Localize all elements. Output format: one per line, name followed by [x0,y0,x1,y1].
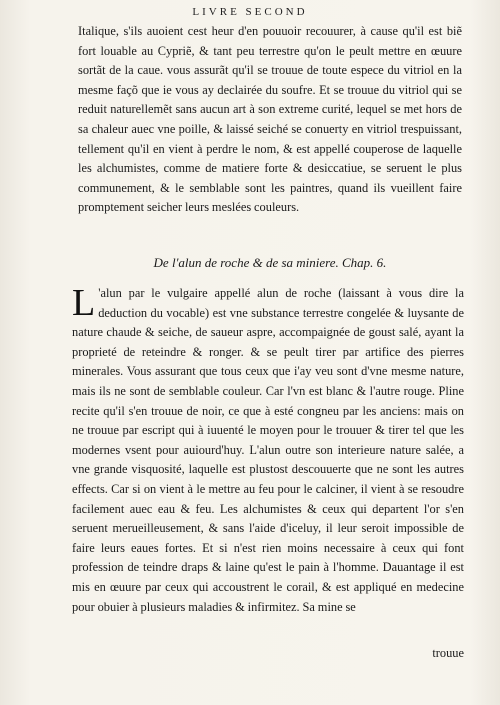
paragraph-top: Italique, s'ils auoient cest heur d'en pouuoir recouurer, à cause qu'il est biẽ fort louable au Cypriẽ, & tant peu terrestre qu'on le peult mettre en œuure sortãt de la caue. vous assurãt qu'il se trouue de toute espece du vitriol en la mesme façõ que ie vous ay declairée du soufre. Et se trouue du vitriol qui se reduit naturellemẽt sans aucun art à son extreme curité, lequel se met hors de sa chaleur auec vne poille, & laissé seiché se conuerty en vitriol trespuissant, tellement qu'il en vient à perdre le nom, & est appellé couperose de laquelle les alchumistes, comme de matiere forte & desiccatiue, se seruent le plus communement, & le semblable sont les paintres, quand ils vueillent faire promptement seicher leurs meslées couleurs. [78,24,462,215]
chapter-title: De l'alun de roche & de sa miniere. Chap. 6. [153,255,387,270]
paragraph-main [72,284,464,617]
catchword: trouue [432,646,464,660]
running-head: LIVRE SECOND [192,6,308,18]
drop-cap: L [72,282,96,324]
paragraph-main-text: 'alun par le vulgaire appellé alun de roche (laissant à vous dire la deduction du vocable) est vne substance terrestre congelée & luysante de nature chaude & seiche, de saueur aspre, accompaignée de goust salé, ayant la proprieté de reteindre & ronger. & se peult tirer par artifice des pierres minerales. Vous assurant que tous ceux que i'ay veu sont d'vne mesme nature, mais ils ne sont de semblable couleur. Car l'vn est blanc & l'autre rouge. Pline recite qu'il s'en trouue de noir, ce que à esté congneu par les anciens: mais on ne trouue par escript qui à iuuenté le moyen pour le trouuer & tirer tel que les modernes vsent pour auiourd'huy. L'alun outre son interieure nature salée, a vne grande visquosité, laquelle est plustost descouuerte que ne sont les autres effects. Car si on vient à le mettre au feu pour le calciner, il vient à se resoudre facilement auec eau & feu. Les alchumistes & ceux qui departent l'or s'en seruent merueilleusement, & sans l'aide d'iceluy, il leur seroit impossible de faire leurs eaues fortes. Et si n'est rien moins necessaire à ceux qui font profession de teindre draps & laine qu'est le pain à l'homme. Dauantage il est mis en œuure par ceux qui accoustrent le corail, & est appliqué en medecine pour obuier à plusieurs maladies & infirmitez. Sa mine se [72,286,464,614]
